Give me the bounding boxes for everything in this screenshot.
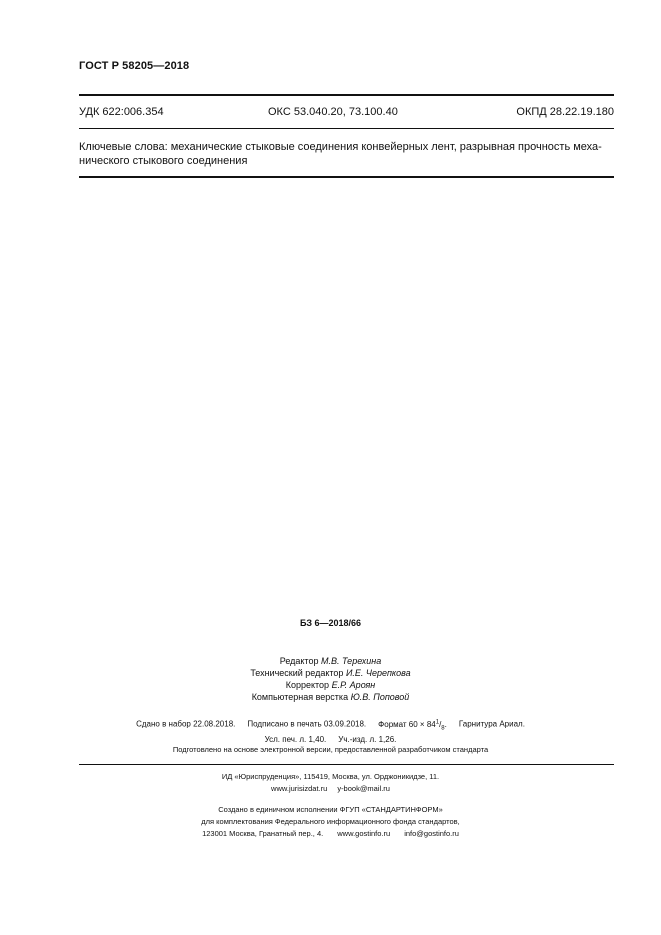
- publisher-contacts: [0, 783, 661, 795]
- creator-email-link[interactable]: info@gostinfo.ru: [404, 829, 459, 838]
- keywords-rule: [79, 176, 614, 178]
- submitted-date: Сдано в набор 22.08.2018.: [136, 719, 236, 729]
- credits-block: [0, 655, 661, 703]
- top-rule: [79, 94, 614, 96]
- credit-name: И.Е. Черепкова: [345, 668, 411, 678]
- creator-line-1: Создано в единичном исполнении ФГУП «СТАНДАРТИНФОРМ»: [218, 805, 443, 814]
- bz-number: БЗ 6—2018/66: [299, 618, 362, 628]
- creator-block: [0, 804, 661, 840]
- creator-line-2: для комплектования Федерального информационного фонда стандартов,: [201, 817, 460, 826]
- prepared-note: Подготовлено на основе электронной версии, предоставленной разработчиком стандарта: [172, 745, 489, 754]
- imprint-line-1: [0, 717, 661, 734]
- publisher-block: [0, 771, 661, 795]
- publisher-address: ИД «Юриспруденция», 115419, Москва, ул. Орджоникидзе, 11.: [221, 772, 440, 781]
- signed-date: Подписано в печать 03.09.2018.: [247, 719, 367, 729]
- classification-rule: [79, 128, 614, 129]
- credit-layout: [0, 691, 661, 703]
- udk-code: УДК 622:006.354: [79, 106, 164, 118]
- keywords-block: [79, 140, 614, 168]
- keywords-line-1: Ключевые слова: механические стыковые соединения конвейерных лент, разрывная прочность меха-: [79, 141, 602, 153]
- creator-contacts: [0, 828, 661, 840]
- page-format: Формат $60 \times 84^1/_8$.: [378, 719, 447, 732]
- publisher-email-link[interactable]: y-book@mail.ru: [337, 784, 390, 793]
- credit-role: Редактор: [279, 656, 319, 666]
- creator-site-link[interactable]: www.gostinfo.ru: [337, 829, 391, 838]
- creator-address: 123001 Москва, Гранатный пер., 4.: [202, 829, 324, 838]
- credit-name: М.В. Терехина: [320, 656, 382, 666]
- print-sheets: Усл. печ. л. 1,40.: [264, 735, 327, 745]
- pub-sheets: Уч.-изд. л. 1,26.: [338, 735, 397, 745]
- imprint-block: [0, 717, 661, 745]
- publisher-site-link[interactable]: www.jurisizdat.ru: [271, 784, 328, 793]
- credit-editor: [0, 655, 661, 667]
- publisher-rule: [79, 764, 614, 765]
- typeface: Гарнитура Ариал.: [458, 719, 525, 729]
- credit-corrector: [0, 679, 661, 691]
- credit-role: Корректор: [285, 680, 330, 690]
- standard-designation: ГОСТ Р 58205—2018: [79, 60, 190, 72]
- oks-code: ОКС 53.040.20, 73.100.40: [268, 106, 398, 118]
- credit-role: Компьютерная верстка: [251, 692, 349, 702]
- credit-name: Ю.В. Поповой: [350, 692, 410, 702]
- keywords-line-2: нического стыкового соединения: [79, 155, 248, 167]
- okpd-code: ОКПД 28.22.19.180: [516, 106, 614, 118]
- credit-role: Технический редактор: [250, 668, 344, 678]
- imprint-line-2: [0, 734, 661, 745]
- credit-name: Е.Р. Ароян: [331, 680, 376, 690]
- credit-tech-editor: [0, 667, 661, 679]
